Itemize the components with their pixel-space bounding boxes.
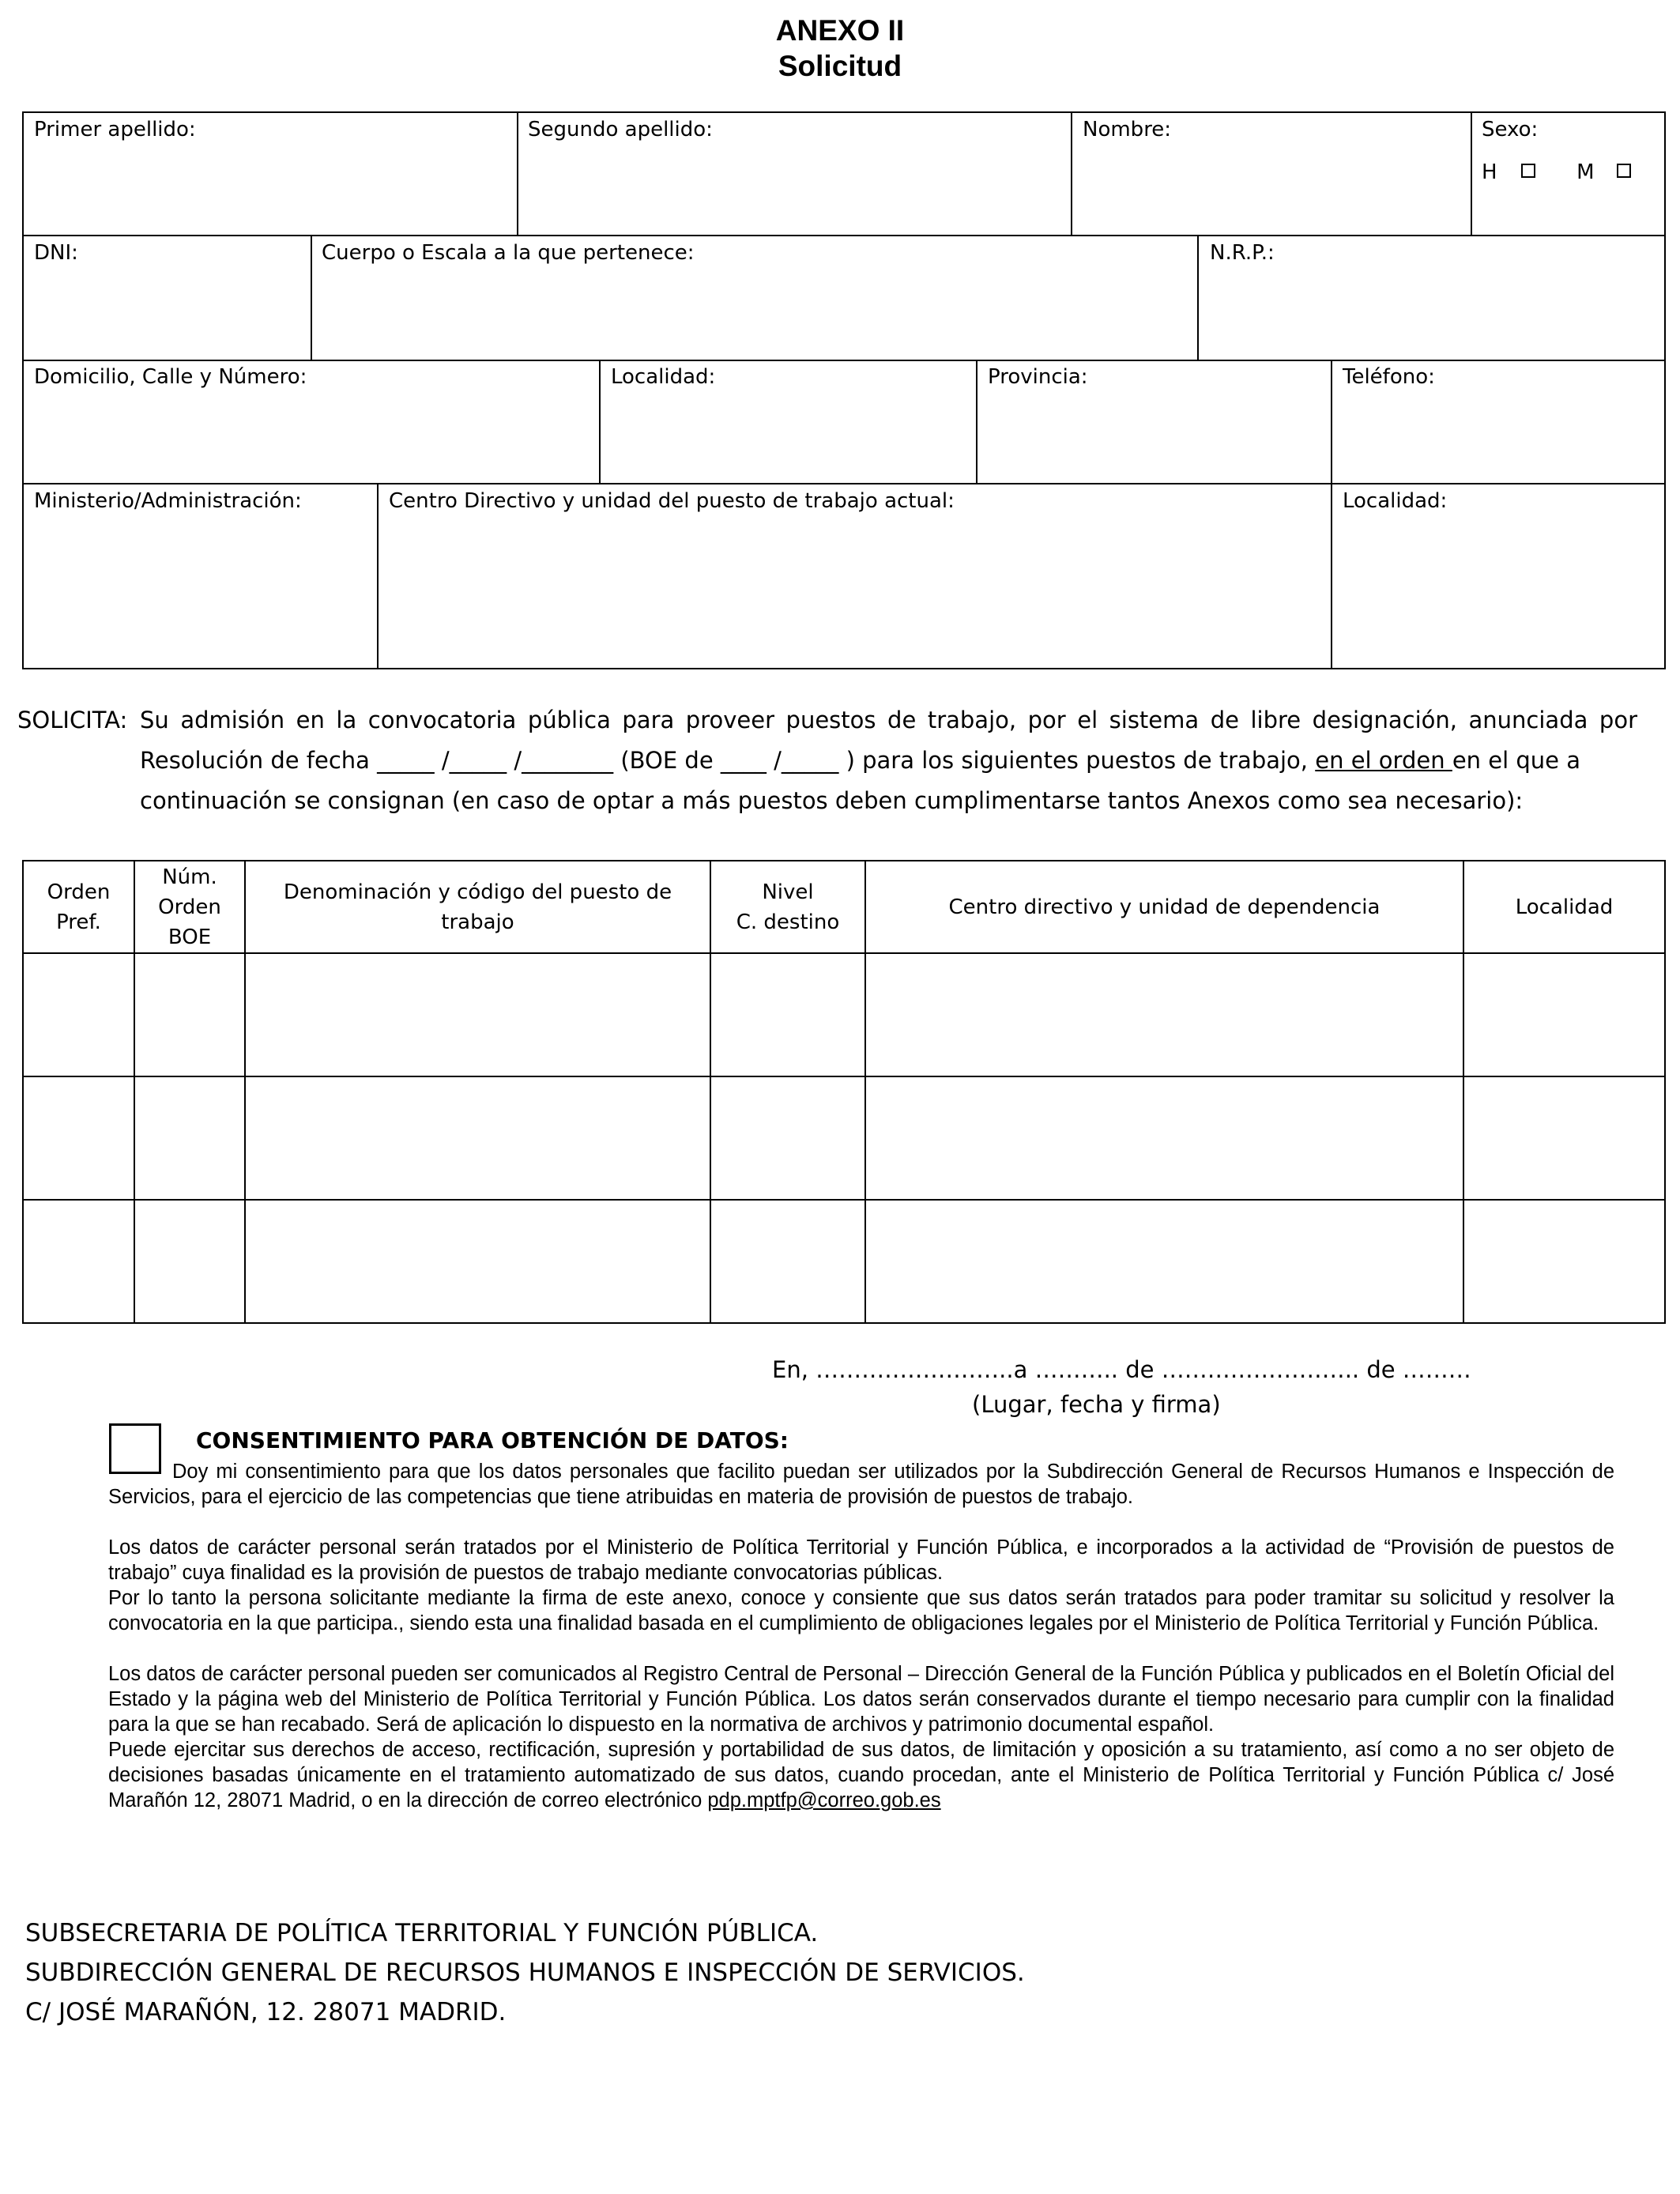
page-title: ANEXO II — [775, 14, 905, 47]
form-row-divider — [22, 235, 1666, 236]
header-text: C. destino — [736, 910, 840, 934]
solicita-line-2a: Resolución de fecha _____ /_____ /________ (BOE de ____ /_____ ) para los siguientes puestos de trabajo, — [140, 747, 1316, 774]
dni-field[interactable]: DNI: — [34, 241, 78, 265]
column-header-localidad — [1464, 861, 1664, 952]
ministerio-field[interactable]: Ministerio/Administración: — [34, 489, 302, 513]
sexo-label: Sexo: — [1482, 118, 1539, 141]
solicita-line-1: Su admisión en la convocatoria pública para proveer puestos de trabajo, por el sistema de libre designación, anunciada por — [140, 707, 1637, 733]
table-row[interactable] — [24, 1201, 1664, 1322]
signature-caption: (Lugar, fecha y firma) — [972, 1391, 1221, 1418]
column-header-orden-pref — [24, 861, 134, 952]
header-text: Núm. — [162, 865, 217, 889]
segundo-apellido-field[interactable]: Segundo apellido: — [528, 118, 713, 141]
sexo-m-label: M — [1576, 160, 1595, 184]
form-col-divider — [1197, 235, 1199, 360]
table-row[interactable] — [24, 954, 1664, 1076]
header-text: trabajo — [441, 910, 514, 934]
localidad-field[interactable]: Localidad: — [611, 365, 716, 389]
sexo-options — [1482, 160, 1631, 185]
localidad-actual-field[interactable]: Localidad: — [1343, 489, 1448, 513]
signature-line[interactable]: En, ……………………..a ……….. de …………………….. de ……… — [772, 1356, 1471, 1383]
form-col-divider — [1331, 483, 1332, 669]
footer-line-2: SUBDIRECCIÓN GENERAL DE RECURSOS HUMANOS E INSPECCIÓN DE SERVICIOS. — [25, 1958, 1025, 1987]
form-col-divider — [1331, 360, 1332, 484]
solicita-line-2b: en el que a — [1452, 747, 1580, 774]
nrp-field[interactable]: N.R.P.: — [1210, 241, 1275, 265]
form-col-divider — [599, 360, 601, 484]
consent-paragraph-5 — [108, 1737, 1614, 1813]
consent-paragraph-4: Los datos de carácter personal pueden ser comunicados al Registro Central de Personal – Dirección General de la Función Pública y publicados en el Boletín Oficial del Estado y la página web del Ministerio de Política Territorial y Función Pública. Los datos serán conservados durante el tiempo necesario para cumplir con la finalidad para la que se han recabado. Será de aplicación lo dispuesto en la normativa de archivos y patrimonio documental español. — [108, 1663, 1614, 1736]
form-col-divider — [1071, 111, 1072, 236]
header-text: Orden — [47, 880, 111, 904]
provincia-field[interactable]: Provincia: — [988, 365, 1088, 389]
column-header-num-orden-boe — [135, 861, 244, 952]
header-text: Pref. — [56, 910, 101, 934]
header-text: Orden — [158, 895, 221, 919]
form-col-divider — [1471, 111, 1472, 236]
solicita-orden-underlined: en el orden — [1315, 747, 1452, 774]
header-text: Centro directivo y unidad de dependencia — [948, 895, 1381, 919]
consent-title: CONSENTIMIENTO PARA OBTENCIÓN DE DATOS: — [196, 1427, 789, 1453]
personal-data-form — [22, 111, 1666, 669]
column-header-centro-directivo — [866, 861, 1463, 952]
solicita-line-3: continuación se consignan (en caso de optar a más puestos deben cumplimentarse tantos Anexos como sea necesario): — [140, 787, 1524, 814]
centro-directivo-field[interactable]: Centro Directivo y unidad del puesto de trabajo actual: — [389, 489, 955, 513]
table-row[interactable] — [24, 1077, 1664, 1199]
consent-paragraph-1: Doy mi consentimiento para que los datos personales que facilito puedan ser utilizados por la Subdirección General de Recursos Humanos e Inspección de Servicios, para el ejercicio de las competencias que tiene atribuidas en materia de provisión de puestos de trabajo. — [108, 1461, 1614, 1508]
footer-line-3: C/ JOSÉ MARAÑÓN, 12. 28071 MADRID. — [25, 1998, 507, 2026]
form-row-divider — [22, 360, 1666, 361]
page-subtitle: Solicitud — [778, 50, 902, 82]
primer-apellido-field[interactable]: Primer apellido: — [34, 118, 196, 141]
consent-paragraph-3: Por lo tanto la persona solicitante mediante la firma de este anexo, conoce y consiente que sus datos serán tratados para poder tramitar su solicitud y resolver la convocatoria en la que participa., siendo esta una finalidad basada en el cumplimiento de obligaciones legales por el Ministerio de Política Territorial y Función Pública. — [108, 1587, 1614, 1634]
form-col-divider — [517, 111, 518, 236]
consent-paragraph-5-text: Puede ejercitar sus derechos de acceso, rectificación, supresión y portabilidad de sus datos, de limitación y oposición a su tratamiento, así como a no ser objeto de decisiones basadas únicamente en el tratamiento automatizado de sus datos, cuando procedan, ante el Ministerio de Política Territorial y Función Pública c/ José Marañón 12, 28071 Madrid, o en la dirección de correo electrónico — [108, 1739, 1614, 1811]
domicilio-field[interactable]: Domicilio, Calle y Número: — [34, 365, 307, 389]
telefono-field[interactable]: Teléfono: — [1343, 365, 1435, 389]
consent-paragraph-2: Los datos de carácter personal serán tratados por el Ministerio de Política Territorial y Función Pública, e incorporados a la actividad de “Provisión de puestos de trabajo” cuya finalidad es la provisión de puestos de trabajo mediante convocatorias públicas. — [108, 1536, 1614, 1584]
form-col-divider — [976, 360, 977, 484]
column-header-denominacion — [246, 861, 710, 952]
header-text: Localidad — [1515, 895, 1614, 919]
solicita-line-2 — [140, 741, 1637, 781]
header-text: BOE — [168, 925, 212, 949]
contact-email-link[interactable]: pdp.mptfp@correo.gob.es — [707, 1789, 941, 1811]
footer-line-1: SUBSECRETARIA DE POLÍTICA TERRITORIAL Y FUNCIÓN PÚBLICA. — [25, 1919, 819, 1947]
column-header-nivel — [711, 861, 864, 952]
form-col-divider — [311, 235, 312, 360]
nombre-field[interactable]: Nombre: — [1083, 118, 1172, 141]
header-text: Denominación y código del puesto de — [283, 880, 672, 904]
form-row-divider — [22, 483, 1666, 484]
cuerpo-escala-field[interactable]: Cuerpo o Escala a la que pertenece: — [322, 241, 695, 265]
header-text: Nivel — [762, 880, 814, 904]
sexo-m-checkbox[interactable] — [1617, 164, 1631, 178]
form-col-divider — [377, 483, 379, 669]
sexo-h-checkbox[interactable] — [1521, 164, 1535, 178]
solicita-label: SOLICITA: — [17, 707, 128, 733]
sexo-h-label: H — [1482, 160, 1497, 184]
